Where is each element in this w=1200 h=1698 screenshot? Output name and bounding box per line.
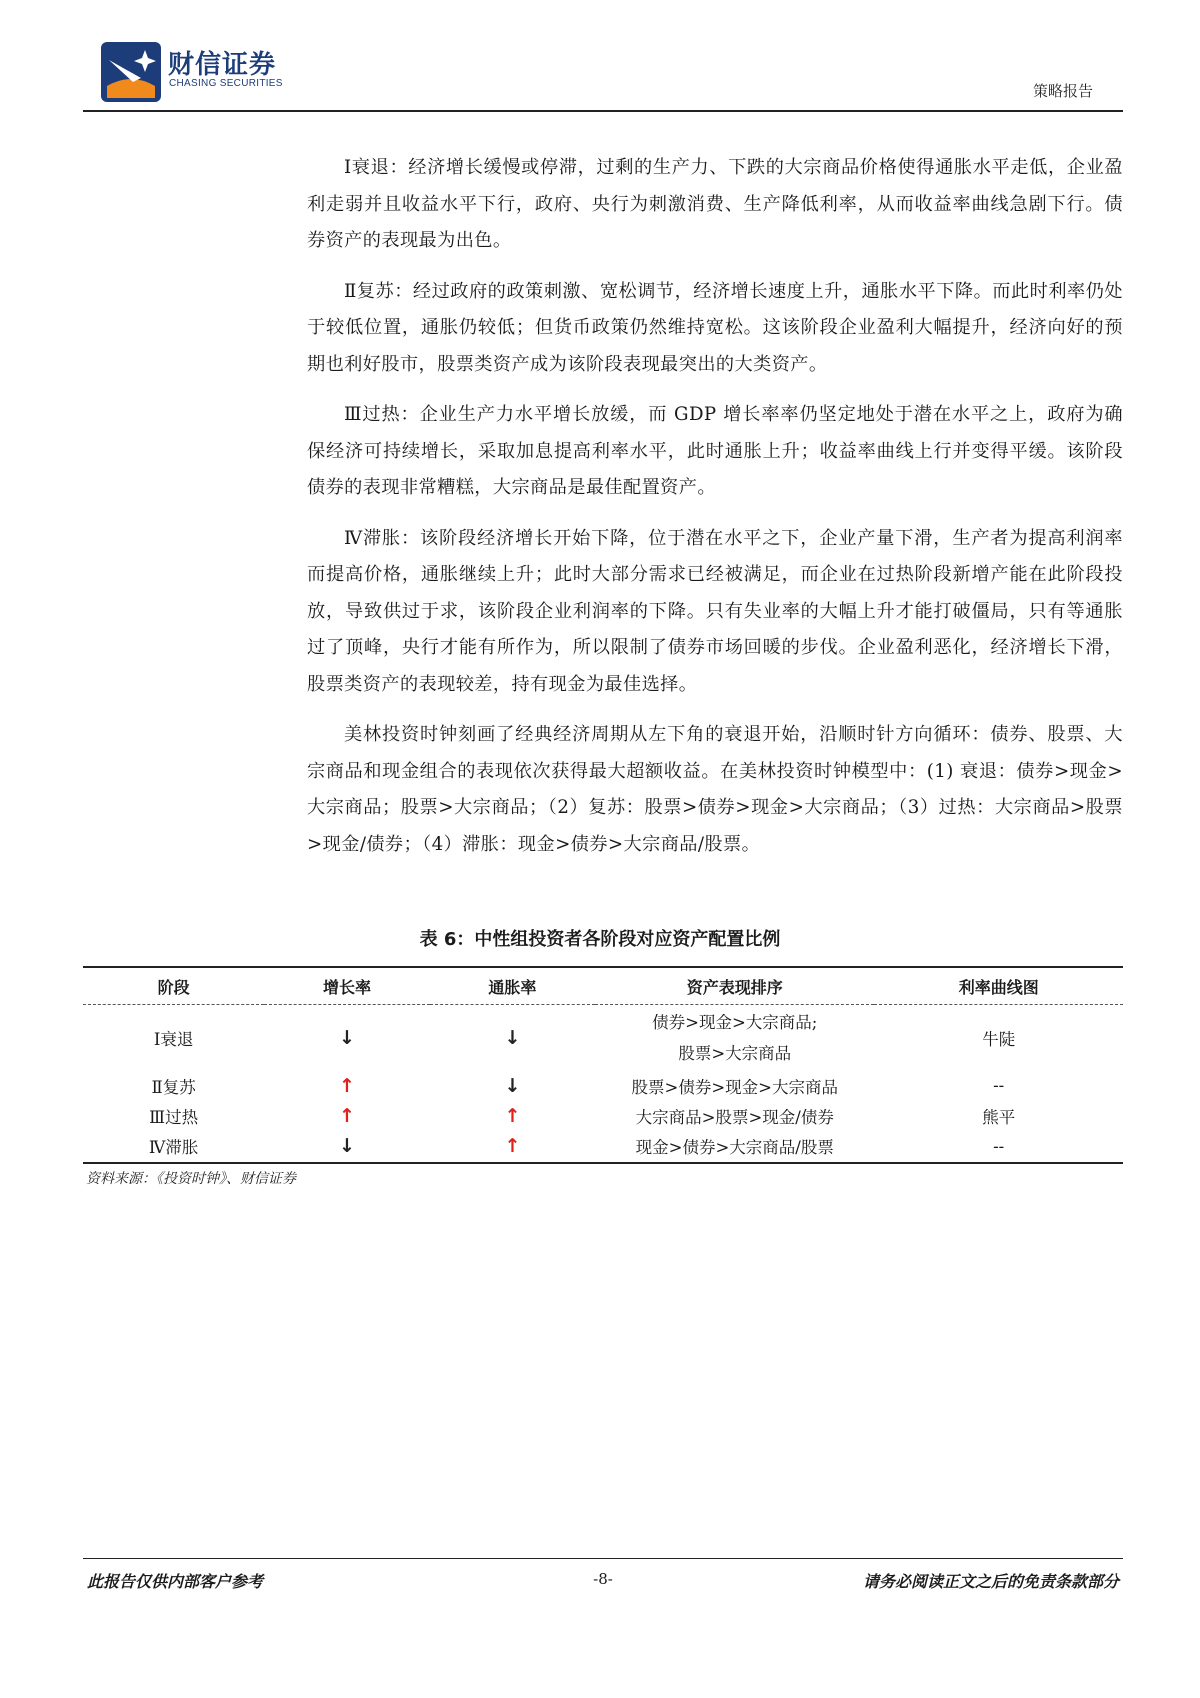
header-asset-order: 资产表现排序 xyxy=(595,967,874,1005)
table-row xyxy=(83,1101,1123,1131)
growth-arrow-icon: ↑ xyxy=(339,1074,355,1097)
inflation-arrow-icon: ↑ xyxy=(430,1131,595,1163)
table-row xyxy=(83,1131,1123,1163)
paragraph-recession: Ⅰ衰退：经济增长缓慢或停滞，过剩的生产力、下跌的大宗商品价格使得通胀水平走低，企业盈利走弱并且收益水平下行，政府、央行为刺激消费、生产降低利率，从而收益率曲线急剧下行。债券资产的表现最为出色。 xyxy=(307,157,1123,251)
footer-disclaimer-note: 请务必阅读正文之后的免责条款部分 xyxy=(862,1572,1119,1591)
stage-cell: Ⅲ过热 xyxy=(149,1107,199,1127)
asset-order-cell: 大宗商品>股票>现金/债券 xyxy=(635,1107,834,1127)
growth-arrow-icon: ↓ xyxy=(339,1026,355,1049)
inflation-arrow-icon: ↑ xyxy=(504,1104,521,1127)
inflation-arrow-icon: ↓ xyxy=(504,1074,521,1097)
rate-curve-cell: -- xyxy=(993,1076,1005,1095)
header-growth: 增长率 xyxy=(264,967,429,1005)
stage-cell: Ⅰ衰退 xyxy=(153,1029,194,1049)
rate-curve-cell: 熊平 xyxy=(982,1107,1016,1127)
table-title: 表 6：中性组投资者各阶段对应资产配置比例 xyxy=(419,929,781,950)
paragraph-merrill-clock: 美林投资时钟刻画了经典经济周期从左下角的衰退开始，沿顺时针方向循环：债券、股票、大宗商品和现金组合的表现依次获得最大超额收益。在美林投资时钟模型中：(1) 衰退：债券>现金>大宗商品；股票>大宗商品；（2）复苏：股票>债券>现金>大宗商品；（3）过热：大宗商品>股票>现金/债券；（4）滞胀：现金>债券>大宗商品/股票。 xyxy=(307,724,1123,855)
report-type-label: 策略报告 xyxy=(1032,82,1093,100)
page-header xyxy=(83,36,1123,112)
stage-cell: Ⅳ滞胀 xyxy=(83,1131,264,1163)
table-row xyxy=(83,1005,1123,1071)
page-footer xyxy=(83,1558,1123,1591)
body-text xyxy=(307,150,1123,877)
company-logo-icon xyxy=(101,42,161,102)
paragraph-overheat: Ⅲ过热：企业生产力水平增长放缓，而 GDP 增长率率仍坚定地处于潜在水平之上，政府为确保经济可持续增长，采取加息提高利率水平，此时通胀上升；收益率曲线上行并变得平缓。该阶段债券的表现非常糟糕，大宗商品是最佳配置资产。 xyxy=(307,404,1123,498)
asset-order-line: 债券>现金>大宗商品; xyxy=(652,1012,818,1032)
header-inflation: 通胀率 xyxy=(430,967,595,1005)
growth-arrow-icon: ↓ xyxy=(264,1131,429,1163)
asset-order-cell: 现金>债券>大宗商品/股票 xyxy=(595,1131,874,1163)
asset-order-cell: 股票>债券>现金>大宗商品 xyxy=(631,1077,838,1097)
header-stage: 阶段 xyxy=(83,967,264,1005)
rate-curve-cell: -- xyxy=(874,1131,1123,1163)
table-header-row xyxy=(83,967,1123,1005)
asset-order-line: 股票>大宗商品 xyxy=(678,1043,792,1063)
rate-curve-cell: 牛陡 xyxy=(982,1029,1016,1049)
header-rate-curve: 利率曲线图 xyxy=(874,967,1123,1005)
asset-allocation-table xyxy=(83,966,1123,1164)
paragraph-recovery: Ⅱ复苏：经过政府的政策刺激、宽松调节，经济增长速度上升，通胀水平下降。而此时利率仍处于较低位置，通胀仍较低；但货币政策仍然维持宽松。这该阶段企业盈利大幅提升，经济向好的预期也利好股市，股票类资产成为该阶段表现最突出的大类资产。 xyxy=(307,280,1123,375)
stage-cell: Ⅱ复苏 xyxy=(151,1077,196,1097)
table-row xyxy=(83,1071,1123,1101)
growth-arrow-icon: ↑ xyxy=(339,1104,355,1127)
logo-chinese-name: 财信证券 xyxy=(168,50,277,80)
paragraph-stagflation: Ⅳ滞胀：该阶段经济增长开始下降，位于潜在水平之下，企业产量下滑，生产者为提高利润率而提高价格，通胀继续上升；此时大部分需求已经被满足，而企业在过热阶段新增产能在此阶段投放，导致供过于求，该阶段企业利润率的下降。只有失业率的大幅上升才能打破僵局，只有等通胀过了顶峰，央行才能有所作为，所以限制了债券市场回暖的步伐。企业盈利恶化，经济增长下滑，股票类资产的表现较差，持有现金为最佳选择。 xyxy=(307,527,1123,695)
logo-english-name: CHASING SECURITIES xyxy=(169,78,283,89)
footer-internal-note: 此报告仅供内部客户参考 xyxy=(87,1572,264,1591)
page-number: -8- xyxy=(593,1570,613,1588)
asset-order-cell xyxy=(595,1005,874,1071)
table-source-note: 资料来源：《投资时钟》、财信证券 xyxy=(86,1171,296,1187)
inflation-arrow-icon: ↓ xyxy=(504,1026,521,1049)
